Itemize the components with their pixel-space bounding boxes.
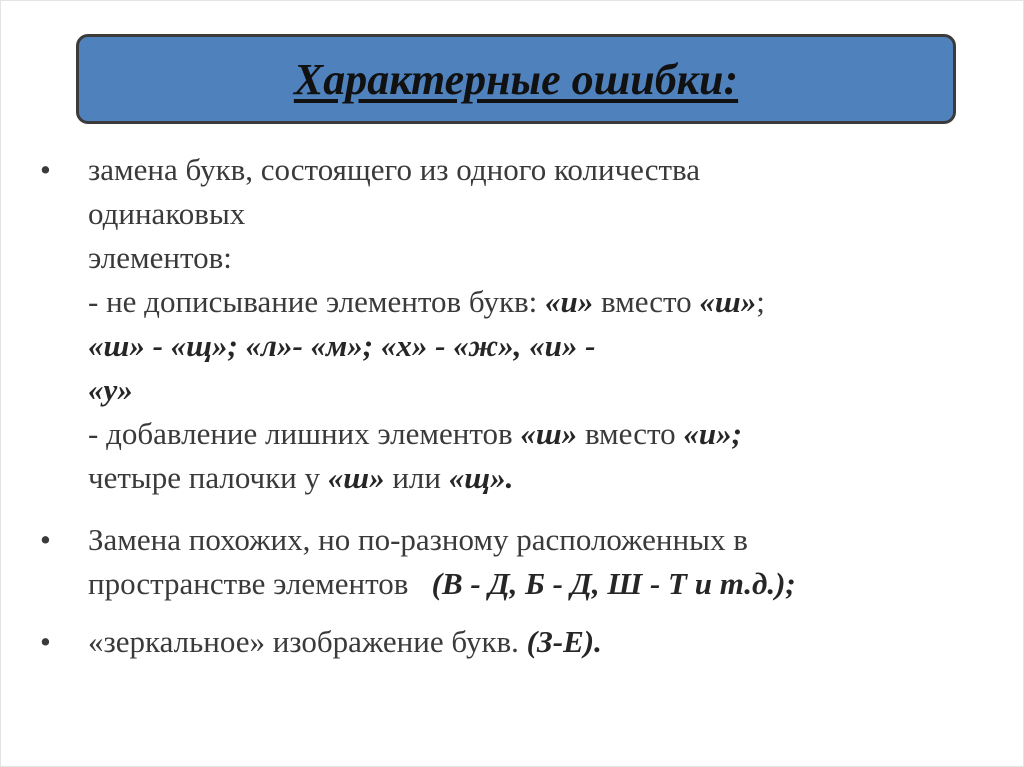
bullet-icon: • [40,522,51,557]
emphasis-run: «ш» [699,284,757,319]
text-line [88,148,990,192]
text-line [88,280,990,324]
text-run: одинаковых [88,196,246,231]
text-line [88,368,990,412]
emphasis-run: «и» [545,284,594,319]
text-run: «зеркальное» изображение букв. [88,624,527,659]
text-run: вместо [577,416,684,451]
emphasis-run: «ш» - «щ»; «л»- «м»; «х» - «ж», «и» - [88,328,596,363]
emphasis-run: «ш» [520,416,578,451]
bullet-icon: • [40,152,51,187]
emphasis-run: «и»; [683,416,742,451]
text-line [88,324,990,368]
bullet-item-similar-elements [40,518,990,606]
text-run: - добавление лишних элементов [88,416,521,451]
text-line [88,620,990,664]
text-line [88,562,990,606]
emphasis-run: «щ». [448,460,514,495]
text-run: пространстве элементов [88,566,432,601]
text-run: - не дописывание элементов букв: [88,284,546,319]
bullet-text [88,620,990,664]
text-run: вместо [593,284,700,319]
bullet-text [88,148,990,500]
bullet-text [88,518,990,606]
text-run: элементов: [88,240,232,275]
emphasis-run: «ш» [327,460,385,495]
text-run: или [384,460,449,495]
text-run: замена букв, состоящего из одного количества [88,152,700,187]
bullet-item-mirror-writing [40,620,990,664]
text-run: Замена похожих, но по-разному расположенных в [88,522,748,557]
bullet-icon: • [40,624,51,659]
emphasis-run: (В - Д, Б - Д, Ш - Т и т.д.); [431,566,796,601]
slide-title: Характерные ошибки: [293,54,739,104]
text-line [88,456,990,500]
text-line [88,518,990,562]
text-run: четыре палочки у [88,460,328,495]
bullet-list [40,148,990,664]
title-banner [76,34,956,124]
text-line [88,192,990,236]
emphasis-run: (З-Е). [526,624,602,659]
text-line [88,236,990,280]
emphasis-run: «у» [88,372,133,407]
text-run: ; [756,284,765,319]
bullet-item-letter-substitution [40,148,990,500]
text-line [88,412,990,456]
